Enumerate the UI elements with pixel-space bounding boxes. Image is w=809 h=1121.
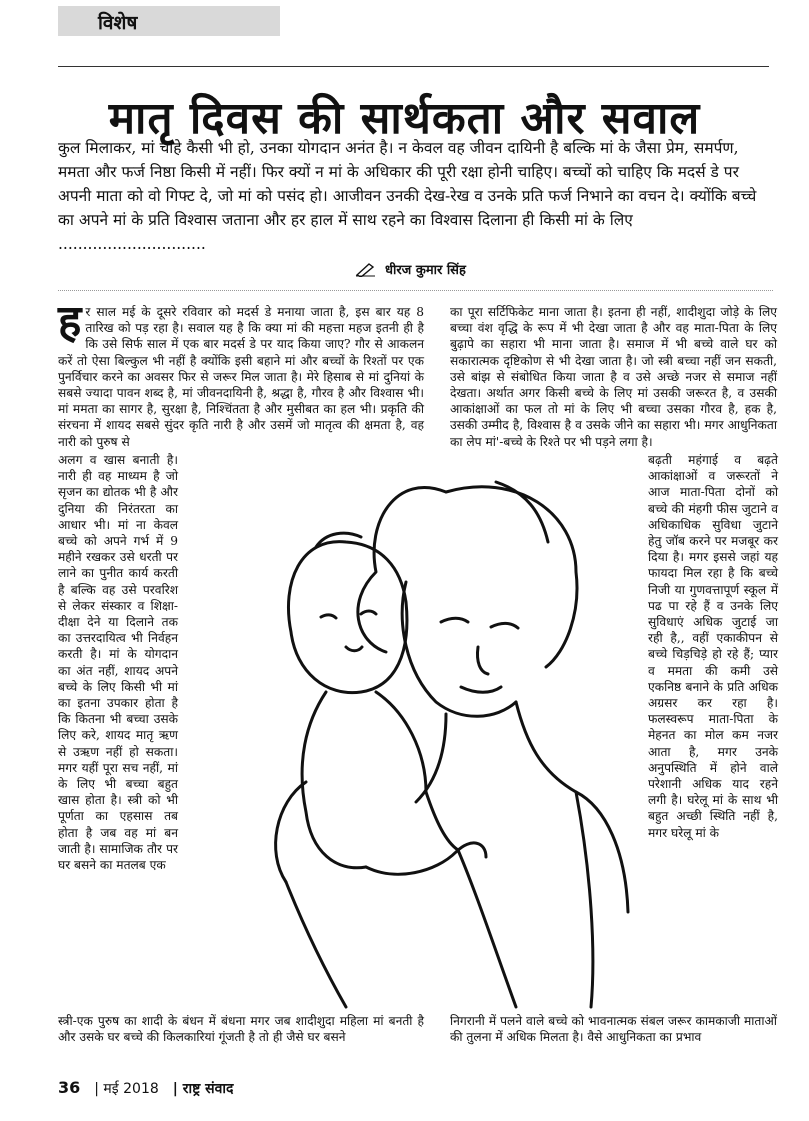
page-number: 36: [58, 1078, 81, 1097]
column-1-top-text: [58, 296, 424, 450]
bottom-right-text: निगरानी में पलने वाले बच्चे को भावनात्मक संबल जरूर कामकाजी माताओं की तुलना में अधिक मिलता है। वैसे आधुनिकता का प्रभाव: [450, 1014, 777, 1045]
article-title: मातृ दिवस की सार्थकता और सवाल: [108, 93, 701, 144]
pen-icon: [355, 261, 377, 277]
publication-name: | राष्ट्र संवाद: [172, 1081, 234, 1097]
column-1-side-text: अलग व खास बनाती है। नारी ही वह माध्यम है जो सृजन का द्योतक भी है और दुनिया की निरंतरता का आधार भी। मां ना केवल बच्चे को अपने गर्भ में 9 महीने रखकर उसे धरती पर लाने का पुनीत कार्य करती है बल्कि वह उसे परवरिश से लेकर संस्कार व शिक्षा-दीक्षा देने या दिलाने तक का उत्तरदायित्व भी निर्वहन करती है। मां के योगदान का अंत नहीं, शायद अपने बच्चे के लिए किसी भी मां का इतना उपकार होता है कि कितना भी बच्चा उसके लिए करे, शायद मातृ ऋण से उऋण नहीं हो सकता। मगर यहीं पूरा सच नहीं, मां के लिए भी बच्चा बहुत खास होता है। स्त्री को भी पूर्णता का एहसास तब होता है जब वह मां बन जाती है। सामाजिक तौर पर घर बसने का मतलब एक: [58, 453, 178, 873]
bottom-left-text: स्त्री-एक पुरुष का शादी के बंधन में बंधना मगर जब शादीशुदा महिला मां बनती है और उसके घर बच्चे की किलकारियां गूंजती है तो ही जैसे घर बसने: [58, 1014, 424, 1045]
drop-cap: ह: [58, 296, 82, 347]
column-1-top-body: र साल मई के दूसरे रविवार को मदर्स डे मनाया जाता है, इस बार यह 8 तारिख को पड़ रहा है। सवाल यह है कि क्या मां की महत्ता महज इतनी ही है कि उसे सिर्फ साल में एक बार मदर्स डे पर याद किया जाए? गौर से आकलन करें तो ऐसा बिल्कुल भी नहीं है क्योंकि इसी बहाने मां और बच्चों के रिश्तों पर एक पुनर्विचार करने का अवसर फिर से जरूर मिल जाता है। मेरे हिसाब से मां दुनियां के सबसे ज्यादा पावन शब्द है, मां जीवनदायिनी है, श्रद्धा है, गौरव है और विश्वास भी। मां ममता का सागर है, सुरक्षा है, निश्चिंतता है और मुसीबत का हल भी। प्रकृति की संरचना में शायद सबसे सुंदर कृति नारी है और उसमें जो मातृत्व की क्षमता है, वह नारी को पुरुष से: [58, 305, 424, 449]
header-rule: [58, 66, 769, 67]
section-tag: [58, 6, 280, 36]
column-2-side-text: बढ़ती महंगाई व बढ़ते आकांक्षाओं व जरूरतों ने आज माता-पिता दोनों को बच्चे की मंहगी फीस जुटाने व अधिकाधिक सुविधा जुटाने हेतु जॉब करने पर मजबूर कर दिया है। मगर इससे जहां यह फायदा मिल रहा है कि बच्चे निजी या गुणवत्तापूर्ण स्कूल में पढ पा रहे हैं व उनके लिए सुविधाएं अधिक जुटाई जा रही है,, वहीं एकाकीपन से बच्चे चिड़चिड़े हो रहे हैं; प्यार व ममता की कमी उसे एकनिष्ठ बनाने के प्रति अधिक अग्रसर कर रहा है। फलस्वरूप माता-पिता के मेहनत का मोल कम नजर आता है, मगर उनके अनुपस्थिति में होने वाले परेशानी अधिक याद रहने लगी है। घरेलू मां के साथ भी बहुत अच्छी स्थिति नहीं है, मगर घरेलू मां के: [648, 453, 778, 840]
mother-child-illustration: [196, 452, 636, 1012]
page-footer: [58, 1078, 233, 1098]
column-2-top-text: का पूरा सर्टिफिकेट माना जाता है। इतना ही नहीं, शादीशुदा जोड़े के लिए बच्चा वंश वृद्धि के रूप में भी देखा जाता है और वह माता-पिता के लिए बुढ़ापे का सहारा भी माना जाता है। समाज में भी बच्चे वाले घर को सकारात्मक दृष्टिकोण से भी देखा जाता है। जो स्त्री बच्चा नहीं जन सकती, उसे बांझ से संबोधित किया जाता है व उसे अच्छे नजर से समाज नहीं देखता। अर्थात अगर किसी बच्चे के लिए मां उसकी जरूरत है, व उसकी आकांक्षाओं का फल तो मां के लिए भी बच्चा उसका गौरव है, हक है, उसकी उम्मीद है, विश्वास है व उसके जीने का सहारा भी। मगर आधुनिकता का लेप मां'-बच्चे के रिश्ते पर भी पड़ने लगा है।: [450, 305, 777, 449]
issue-date: | मई 2018: [94, 1081, 159, 1097]
author-name: धीरज कुमार सिंह: [385, 263, 466, 278]
section-label: विशेष: [98, 12, 138, 34]
byline: [355, 260, 466, 278]
intro-paragraph: कुल मिलाकर, मां चाहे कैसी भी हो, उनका योगदान अनंत है। न केवल वह जीवन दायिनी है बल्कि मां के जैसा प्रेम, समर्पण, ममता और फर्ज निष्ठा किसी में नहीं। फिर क्यों न मां के अधिकार की पूरी रक्षा होनी चाहिए। बच्चों को चाहिए कि मदर्स डे पर अपनी माता को वो गिफ्ट दे, जो मां को पसंद हो। आजीवन उनकी देख-रेख व उनके प्रति फर्ज निभाने का वचन दे। क्योंकि बच्चे का अपने मां के प्रति विश्वास जताना और हर हाल में साथ रहने का विश्वास दिलाना ही किसी मां के लिए ..............................: [58, 139, 757, 253]
intro-divider: [58, 290, 773, 291]
